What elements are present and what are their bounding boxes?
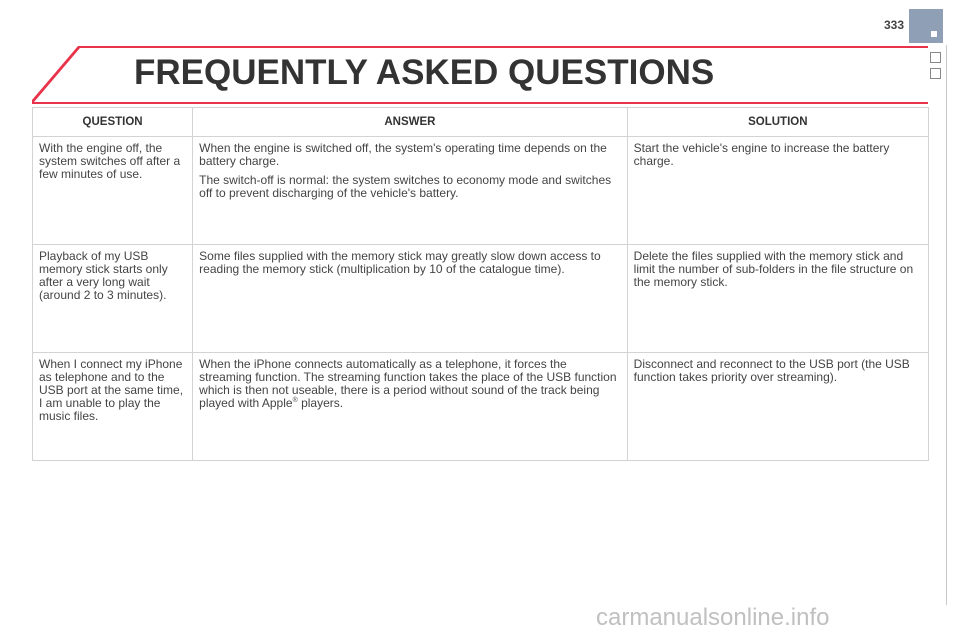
question-cell: Playback of my USB memory stick starts only after a very long wait (around 2 to 3 minutes). [33,245,193,353]
solution-cell: Disconnect and reconnect to the USB port (the USB function takes priority over streaming). [627,353,928,461]
header-solution: SOLUTION [627,108,928,137]
page-title: FREQUENTLY ASKED QUESTIONS [134,53,715,92]
solution-cell: Delete the files supplied with the memory stick and limit the number of sub-folders in the file structure on the memory stick. [627,245,928,353]
question-cell: With the engine off, the system switches off after a few minutes of use. [33,137,193,245]
table-row [33,245,929,353]
header-question: QUESTION [33,108,193,137]
watermark: carmanualsonline.info [596,604,830,631]
faq-table [32,107,929,461]
table-row [33,137,929,245]
table-row [33,353,929,461]
answer-text-end: players. [297,396,344,410]
title-bar [0,0,960,110]
margin-divider [946,45,947,605]
table-header-row [33,108,929,137]
answer-cell [193,353,627,461]
answer-paragraph: Some files supplied with the memory stick may greatly slow down access to reading the memory stick (multiplication by 10 of the catalogue time). [199,249,601,276]
registered-mark: ® [292,397,298,404]
solution-cell: Start the vehicle's engine to increase the battery charge. [627,137,928,245]
answer-cell [193,137,627,245]
answer-paragraph: When the engine is switched off, the system's operating time depends on the battery charge. [199,141,607,168]
answer-text: When the iPhone connects automatically as a telephone, it forces the streaming function. The streaming function takes the place of the USB function which is then not useable, there is a period without sound of the track being played with Apple [199,357,617,410]
page-number: 333 [883,18,904,32]
header-answer: ANSWER [193,108,627,137]
question-cell: When I connect my iPhone as telephone and to the USB port at the same time, I am unable to play the music files. [33,353,193,461]
answer-paragraph: The switch-off is normal: the system switches to economy mode and switches off to prevent discharging of the vehicle's battery. [199,173,612,200]
answer-cell [193,245,627,353]
